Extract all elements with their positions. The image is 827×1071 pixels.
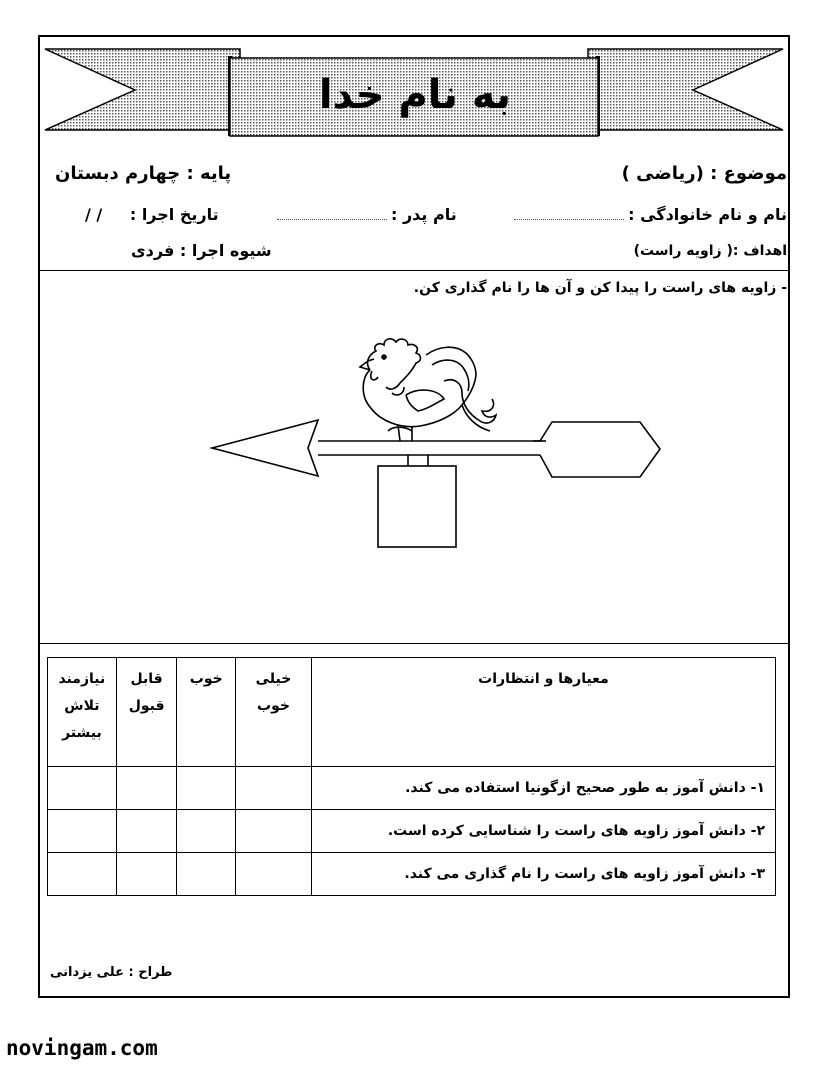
rating-cell[interactable]	[48, 767, 117, 810]
designer-credit: طراح : علی یزدانی	[50, 965, 173, 980]
rating-cell[interactable]	[177, 767, 236, 810]
weathervane-rooster-icon	[200, 325, 670, 555]
criterion-text: ۱- دانش آموز به طور صحیح ازگونیا استفاده می کند.	[311, 767, 775, 810]
subject-label: موضوع : (ریاضی )	[621, 163, 787, 184]
exec-date-field[interactable]: / /	[85, 205, 103, 224]
exec-method-label: شیوه اجرا : فردی	[131, 241, 272, 260]
illustration-divider	[40, 643, 788, 644]
table-row	[48, 853, 776, 896]
needs-effort-header: نیازمند تلاش بیشتر	[48, 658, 117, 767]
rating-cell[interactable]	[48, 810, 117, 853]
criteria-header: معیارها و انتظارات	[311, 658, 775, 767]
very-good-header: خیلی خوب	[236, 658, 312, 767]
rating-cell[interactable]	[177, 810, 236, 853]
website-watermark: novingam.com	[6, 1036, 158, 1060]
exec-date-row	[85, 205, 219, 224]
father-name-field[interactable]	[277, 207, 387, 220]
goals-label: اهداف :( زاویه راست)	[633, 243, 787, 259]
rating-cell[interactable]	[236, 853, 312, 896]
good-header: خوب	[177, 658, 236, 767]
rating-cell[interactable]	[236, 810, 312, 853]
banner-title: به نام خدا	[318, 72, 512, 118]
acceptable-header: قابل قبول	[116, 658, 177, 767]
table-row	[48, 767, 776, 810]
rating-cell[interactable]	[116, 810, 177, 853]
father-name-row	[273, 205, 457, 224]
rating-cell[interactable]	[116, 853, 177, 896]
instruction-text: - زاویه های راست را پیدا کن و آن ها را نام گذاری کن.	[413, 280, 787, 296]
table-row	[48, 810, 776, 853]
rating-cell[interactable]	[48, 853, 117, 896]
rating-cell[interactable]	[236, 767, 312, 810]
grade-label: پایه : چهارم دبستان	[55, 163, 232, 184]
rating-cell[interactable]	[116, 767, 177, 810]
student-name-field[interactable]	[514, 207, 624, 220]
header-divider	[40, 270, 788, 271]
table-header-row	[48, 658, 776, 767]
evaluation-table	[47, 657, 776, 896]
rating-cell[interactable]	[177, 853, 236, 896]
exec-date-label: تاریخ اجرا :	[129, 205, 219, 224]
student-name-label: نام و نام خانوادگی :	[628, 205, 787, 224]
criterion-text: ۲- دانش آموز زاویه های راست را شناسایی کرده است.	[311, 810, 775, 853]
student-name-row	[510, 205, 787, 224]
criterion-text: ۳- دانش آموز زاویه های راست را نام گذاری می کند.	[311, 853, 775, 896]
father-name-label: نام پدر :	[391, 205, 457, 224]
